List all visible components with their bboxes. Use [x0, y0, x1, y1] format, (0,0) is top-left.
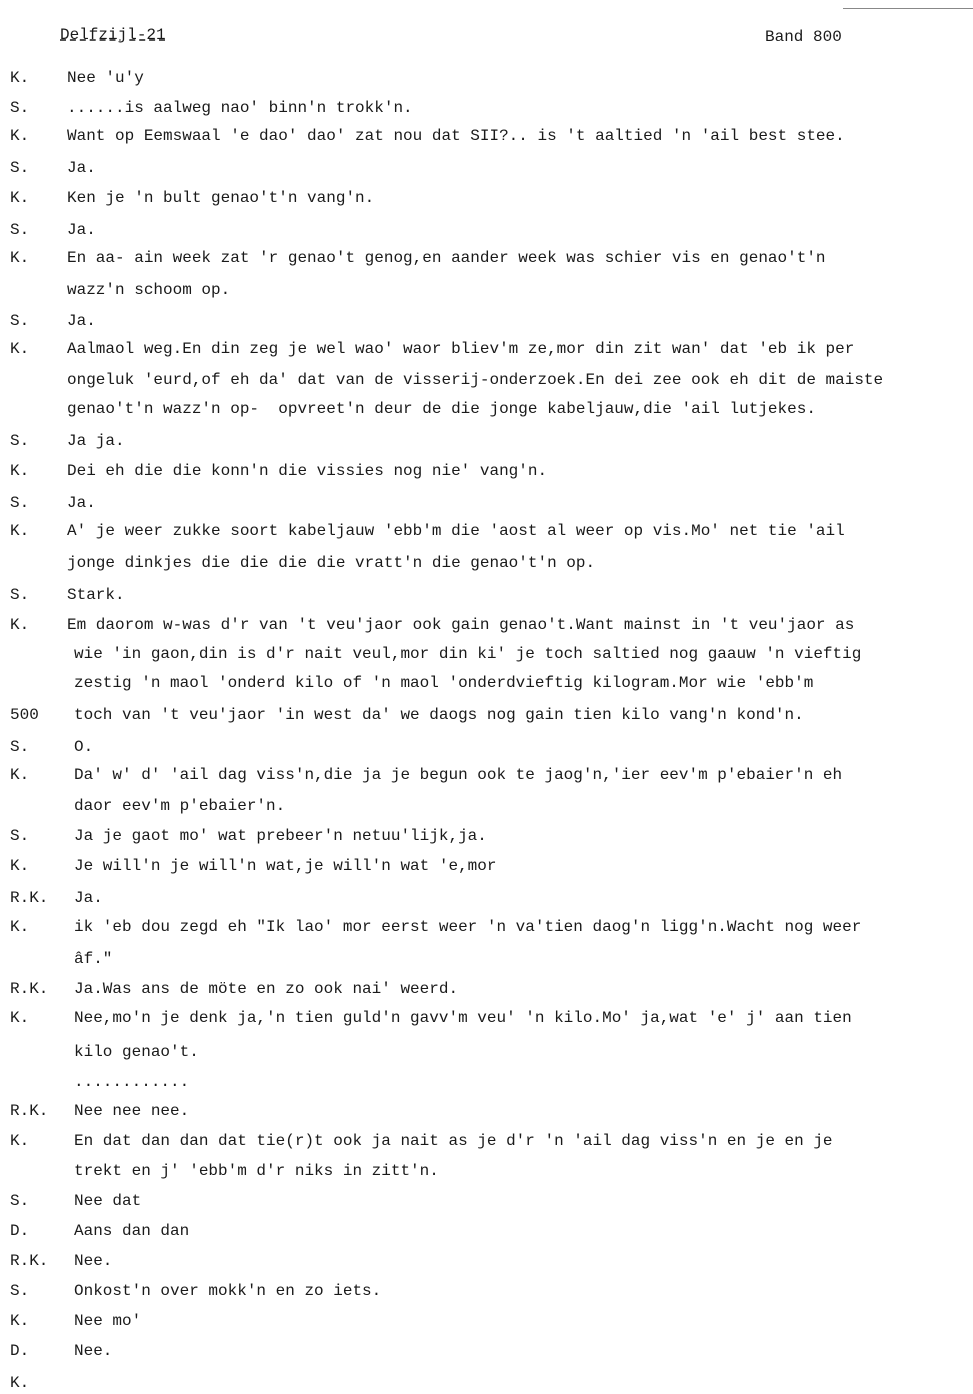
utterance-text: ik 'eb dou zegd eh "Ik lao' mor eerst weer 'n va'tien daog'n ligg'n.Wacht nog weer [74, 918, 862, 936]
utterance-text: Nee. [74, 1342, 113, 1360]
speaker-label: K. [10, 616, 30, 634]
utterance-text: O. [74, 738, 94, 756]
utterance-text: Aans dan dan [74, 1222, 190, 1240]
speaker-label: S. [10, 586, 30, 604]
utterance-text: Em daorom w-was d'r van 't veu'jaor ook gain genao't.Want mainst in 't veu'jaor as [67, 616, 855, 634]
speaker-label: K. [10, 462, 30, 480]
utterance-text: ongeluk 'eurd,of eh da' dat van de visserij-onderzoek.En dei zee ook eh dit de maiste [67, 371, 884, 389]
speaker-label: S. [10, 827, 30, 845]
speaker-label: K. [10, 127, 30, 145]
utterance-text: Nee mo' [74, 1312, 142, 1330]
speaker-label: D. [10, 1342, 30, 1360]
utterance-text: toch van 't veu'jaor 'in west da' we daogs nog gain tien kilo vang'n kond'n. [74, 706, 804, 724]
speaker-label: K. [10, 249, 30, 267]
speaker-label: K. [10, 69, 30, 87]
speaker-label: R.K. [10, 1252, 49, 1270]
utterance-text: ......is aalweg nao' binn'n trokk'n. [67, 99, 413, 117]
speaker-label: D. [10, 1222, 30, 1240]
utterance-text: trekt en j' 'ebb'm d'r niks in zitt'n. [74, 1162, 439, 1180]
speaker-label: K. [10, 189, 30, 207]
speaker-label: S. [10, 99, 30, 117]
speaker-label: K. [10, 1132, 30, 1150]
utterance-text: Ja. [74, 889, 103, 907]
speaker-label: S. [10, 738, 30, 756]
speaker-label: R.K. [10, 980, 49, 998]
utterance-text: Ja je gaot mo' wat prebeer'n netuu'lijk,ja. [74, 827, 487, 845]
speaker-label: K. [10, 918, 30, 936]
utterance-text: Nee,mo'n je denk ja,'n tien guld'n gavv'm veu' 'n kilo.Mo' ja,wat 'e' j' aan tien [74, 1009, 852, 1027]
header-rule [843, 8, 973, 9]
utterance-text: En dat dan dan dat tie(r)t ook ja nait as je d'r 'n 'ail dag viss'n en je en je [74, 1132, 833, 1150]
utterance-text: Stark. [67, 586, 125, 604]
utterance-text: wazz'n schoom op. [67, 281, 231, 299]
speaker-label: S. [10, 494, 30, 512]
speaker-label: S. [10, 159, 30, 177]
speaker-label: S. [10, 221, 30, 239]
utterance-text: Aalmaol weg.En din zeg je wel wao' waor bliev'm ze,mor din zit wan' dat 'eb ik per [67, 340, 855, 358]
utterance-text: Je will'n je will'n wat,je will'n wat 'e,mor [74, 857, 497, 875]
speaker-label: S. [10, 1192, 30, 1210]
utterance-text: Dei eh die die konn'n die vissies nog nie' vang'n. [67, 462, 548, 480]
utterance-text: Nee dat [74, 1192, 142, 1210]
utterance-text: jonge dinkjes die die die die vratt'n die genao't'n op. [67, 554, 596, 572]
utterance-text: Nee nee nee. [74, 1102, 190, 1120]
speaker-label: 500 [10, 706, 39, 724]
utterance-text: genao't'n wazz'n op- opvreet'n deur de die jonge kabeljauw,die 'ail lutjekes. [67, 400, 816, 418]
speaker-label: S. [10, 312, 30, 330]
speaker-label: K. [10, 1374, 30, 1392]
utterance-text: Ja. [67, 221, 96, 239]
speaker-label: K. [10, 1009, 30, 1027]
band-label: Band 800 [765, 28, 842, 46]
utterance-text: Ja. [67, 159, 96, 177]
utterance-text: Da' w' d' 'ail dag viss'n,die ja je begun ook te jaog'n,'ier eev'm p'ebaier'n eh [74, 766, 843, 784]
utterance-text: zestig 'n maol 'onderd kilo of 'n maol 'onderdvieftig kilogram.Mor wie 'ebb'm [74, 674, 814, 692]
speaker-label: K. [10, 340, 30, 358]
speaker-label: K. [10, 766, 30, 784]
utterance-text: wie 'in gaon,din is d'r nait veul,mor din ki' je toch saltied nog gaauw 'n vieftig [74, 645, 862, 663]
utterance-text: Ken je 'n bult genao't'n vang'n. [67, 189, 375, 207]
speaker-label: K. [10, 522, 30, 540]
utterance-text: kilo genao't. [74, 1043, 199, 1061]
utterance-text: Want op Eemswaal 'e dao' dao' zat nou dat SII?.. is 't aaltied 'n 'ail best stee. [67, 127, 845, 145]
utterance-text: daor eev'm p'ebaier'n. [74, 797, 286, 815]
utterance-text: Ja ja. [67, 432, 125, 450]
utterance-text: Ja.Was ans de möte en zo ook nai' weerd. [74, 980, 459, 998]
utterance-text: âf." [74, 950, 113, 968]
speaker-label: R.K. [10, 889, 49, 907]
speaker-label: K. [10, 1312, 30, 1330]
utterance-text: Ja. [67, 494, 96, 512]
speaker-label: K. [10, 857, 30, 875]
speaker-label: S. [10, 432, 30, 450]
document-title: Delfzijl-21 [60, 26, 166, 44]
utterance-text: Nee 'u'y [67, 69, 144, 87]
utterance-text: Nee. [74, 1252, 113, 1270]
speaker-label: S. [10, 1282, 30, 1300]
utterance-text: Ja. [67, 312, 96, 330]
utterance-text: En aa- ain week zat 'r genao't genog,en aander week was schier vis en genao't'n [67, 249, 826, 267]
utterance-text: A' je weer zukke soort kabeljauw 'ebb'm die 'aost al weer op vis.Mo' net tie 'ail [67, 522, 845, 540]
speaker-label: R.K. [10, 1102, 49, 1120]
utterance-text: Onkost'n over mokk'n en zo iets. [74, 1282, 382, 1300]
utterance-text: ............ [74, 1073, 190, 1091]
